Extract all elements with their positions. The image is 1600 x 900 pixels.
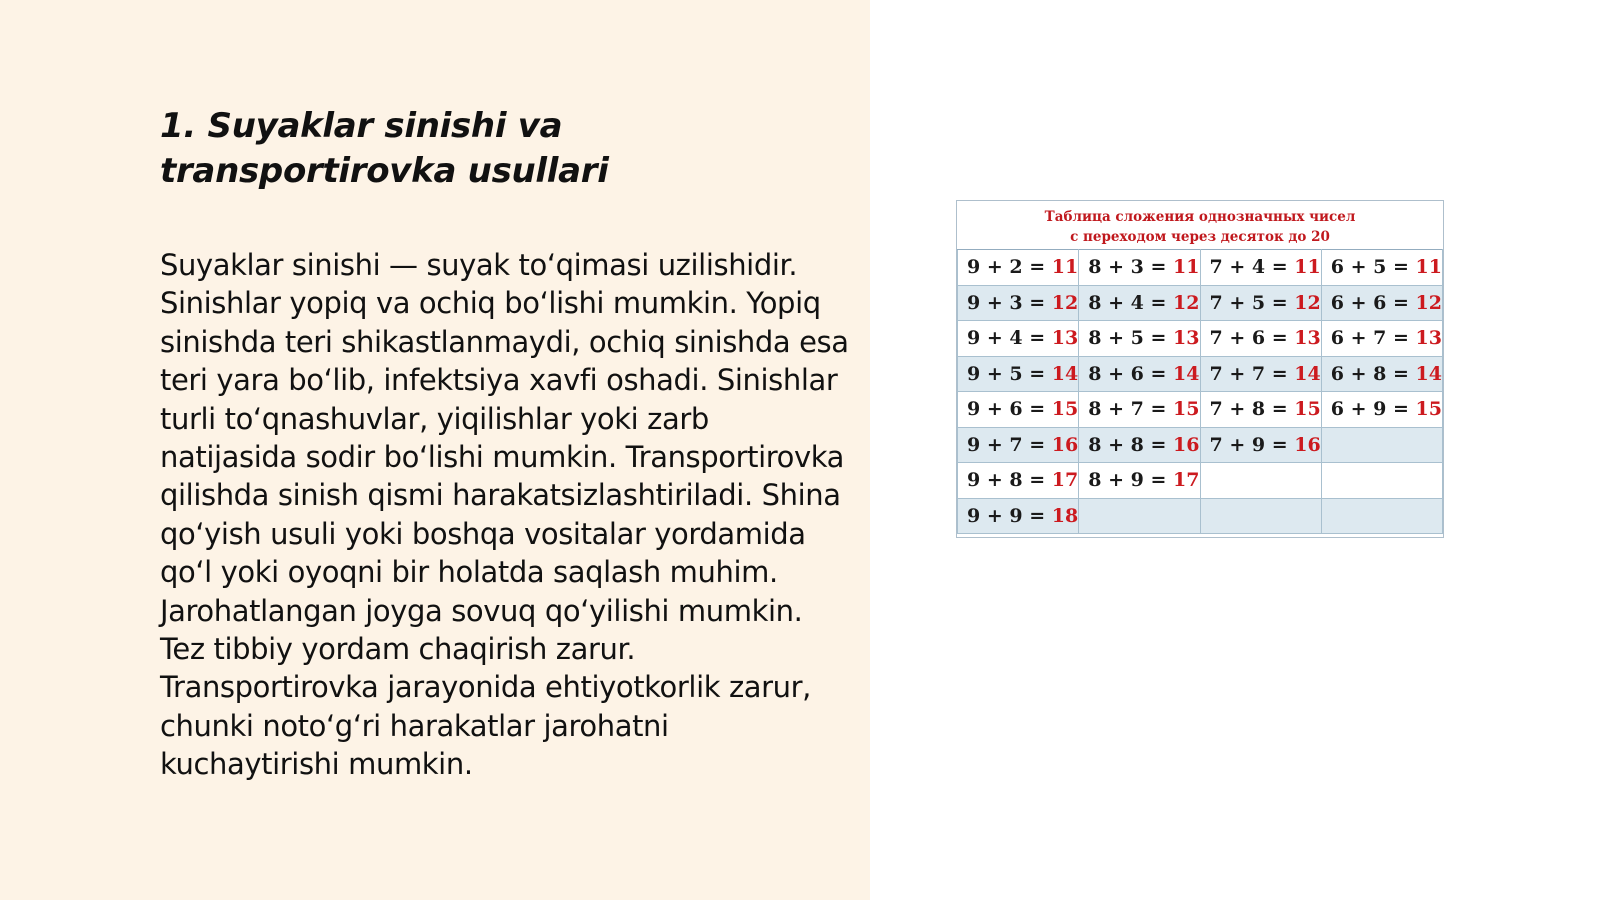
- cell-expression: 9 + 9 =: [967, 504, 1052, 527]
- cell-expression: 9 + 5 =: [967, 362, 1052, 385]
- table-cell-empty: [1321, 427, 1442, 463]
- cell-sum: 13: [1415, 327, 1442, 350]
- table-cell: [1321, 250, 1442, 286]
- cell-sum: 13: [1173, 327, 1200, 350]
- table-cell: [1321, 356, 1442, 392]
- cell-sum: 12: [1173, 291, 1200, 314]
- cell-expression: 9 + 4 =: [967, 327, 1052, 350]
- table-cell: [958, 463, 1079, 499]
- table-cell: [958, 250, 1079, 286]
- cell-expression: 6 + 8 =: [1330, 362, 1416, 385]
- cell-expression: 8 + 8 =: [1088, 433, 1173, 456]
- cell-expression: 6 + 9 =: [1330, 398, 1416, 421]
- cell-expression: 7 + 4 =: [1209, 256, 1295, 279]
- cell-sum: 11: [1173, 256, 1200, 279]
- cell-expression: 7 + 9 =: [1209, 433, 1295, 456]
- cell-sum: 15: [1051, 398, 1079, 421]
- cell-expression: 7 + 6 =: [1209, 327, 1295, 350]
- table-cell: [958, 321, 1079, 357]
- cell-sum: 16: [1173, 433, 1200, 456]
- cell-expression: 9 + 8 =: [967, 469, 1052, 492]
- cell-sum: 15: [1294, 398, 1321, 421]
- table-cell-empty: [1200, 463, 1321, 499]
- cell-expression: 8 + 4 =: [1088, 291, 1173, 314]
- cell-sum: 15: [1415, 398, 1442, 421]
- cell-sum: 14: [1415, 362, 1442, 385]
- table-cell-empty: [1321, 498, 1442, 534]
- cell-sum: 12: [1415, 291, 1442, 314]
- table-cell-empty: [1321, 463, 1442, 499]
- cell-expression: 6 + 6 =: [1330, 291, 1416, 314]
- table-cell: [1200, 392, 1321, 428]
- table-cell: [1200, 321, 1321, 357]
- table-row: [958, 463, 1443, 499]
- table-cell: [1079, 285, 1200, 321]
- cell-expression: 7 + 8 =: [1209, 398, 1295, 421]
- table-caption: [957, 201, 1443, 249]
- cell-sum: 16: [1294, 433, 1321, 456]
- table-row: [958, 427, 1443, 463]
- table-cell: [1200, 250, 1321, 286]
- table-cell: [958, 356, 1079, 392]
- table-row: [958, 285, 1443, 321]
- table-cell-empty: [1200, 498, 1321, 534]
- table-cell: [1079, 356, 1200, 392]
- cell-sum: 11: [1051, 256, 1079, 279]
- cell-sum: 14: [1051, 362, 1079, 385]
- cell-sum: 11: [1415, 256, 1442, 279]
- slide-title: 1. Suyaklar sinishi va transportirovka usullari: [160, 106, 609, 191]
- table-cell: [1321, 285, 1442, 321]
- cell-expression: 9 + 2 =: [967, 256, 1052, 279]
- table-cell: [958, 392, 1079, 428]
- table-cell: [958, 285, 1079, 321]
- table-cell: [1200, 356, 1321, 392]
- cell-sum: 16: [1051, 433, 1079, 456]
- table-cell: [1321, 392, 1442, 428]
- table-row: [958, 392, 1443, 428]
- slide-body-text: Suyaklar sinishi — suyak toʻqimasi uzilishidir. Sinishlar yopiq va ochiq boʻlishi mumkin. Yopiq sinishda teri shikastlanmaydi, ochiq sinishda esa teri yara boʻlib, infektsiya xavfi oshadi. Sinishlar turli toʻqnashuvlar, yiqilishlar yoki zarb natijasida sodir boʻlishi mumkin. Transportirovka qilishda sinish qismi harakatsizlashtiriladi. Shina qoʻyish usuli yoki boshqa vositalar yordamida qoʻl yoki oyoqni bir holatda saqlash muhim. Jarohatlangan joyga sovuq qoʻyilishi mumkin. Tez tibbiy yordam chaqirish zarur. Transportirovka jarayonida ehtiyotkorlik zarur, chunki notoʻgʻri harakatlar jarohatni kuchaytirishi mumkin.: [160, 248, 849, 782]
- table-cell: [1200, 427, 1321, 463]
- table-cell: [1321, 321, 1442, 357]
- table-cell: [1079, 250, 1200, 286]
- cell-expression: 7 + 5 =: [1209, 291, 1295, 314]
- addition-table-image: [956, 200, 1444, 538]
- cell-expression: 7 + 7 =: [1209, 362, 1295, 385]
- table-cell: [958, 427, 1079, 463]
- table-row: [958, 498, 1443, 534]
- table-caption-line-2: с переходом через десяток до 20: [1070, 229, 1330, 245]
- cell-sum: 17: [1051, 469, 1079, 492]
- cell-sum: 17: [1173, 469, 1200, 492]
- cell-sum: 13: [1051, 327, 1079, 350]
- table-cell: [1079, 321, 1200, 357]
- cell-expression: 6 + 7 =: [1330, 327, 1416, 350]
- cell-sum: 15: [1173, 398, 1200, 421]
- cell-expression: 8 + 9 =: [1088, 469, 1173, 492]
- table-cell: [1200, 285, 1321, 321]
- cell-expression: 9 + 6 =: [967, 398, 1052, 421]
- cell-sum: 18: [1051, 504, 1079, 527]
- cell-sum: 12: [1051, 291, 1079, 314]
- cell-expression: 8 + 6 =: [1088, 362, 1173, 385]
- cell-sum: 14: [1173, 362, 1200, 385]
- table-row: [958, 356, 1443, 392]
- table-cell: [1079, 392, 1200, 428]
- cell-sum: 13: [1294, 327, 1321, 350]
- table-row: [958, 250, 1443, 286]
- cell-expression: 6 + 5 =: [1330, 256, 1416, 279]
- cell-expression: 9 + 7 =: [967, 433, 1052, 456]
- cell-sum: 12: [1294, 291, 1321, 314]
- table-cell: [958, 498, 1079, 534]
- addition-table: [957, 249, 1443, 534]
- cell-expression: 9 + 3 =: [967, 291, 1052, 314]
- cell-sum: 14: [1294, 362, 1321, 385]
- table-row: [958, 321, 1443, 357]
- table-caption-line-1: Таблица сложения однозначных чисел: [1044, 209, 1356, 225]
- cell-expression: 8 + 5 =: [1088, 327, 1173, 350]
- table-cell: [1079, 463, 1200, 499]
- cell-expression: 8 + 3 =: [1088, 256, 1173, 279]
- table-cell-empty: [1079, 498, 1200, 534]
- cell-expression: 8 + 7 =: [1088, 398, 1173, 421]
- table-cell: [1079, 427, 1200, 463]
- cell-sum: 11: [1294, 256, 1321, 279]
